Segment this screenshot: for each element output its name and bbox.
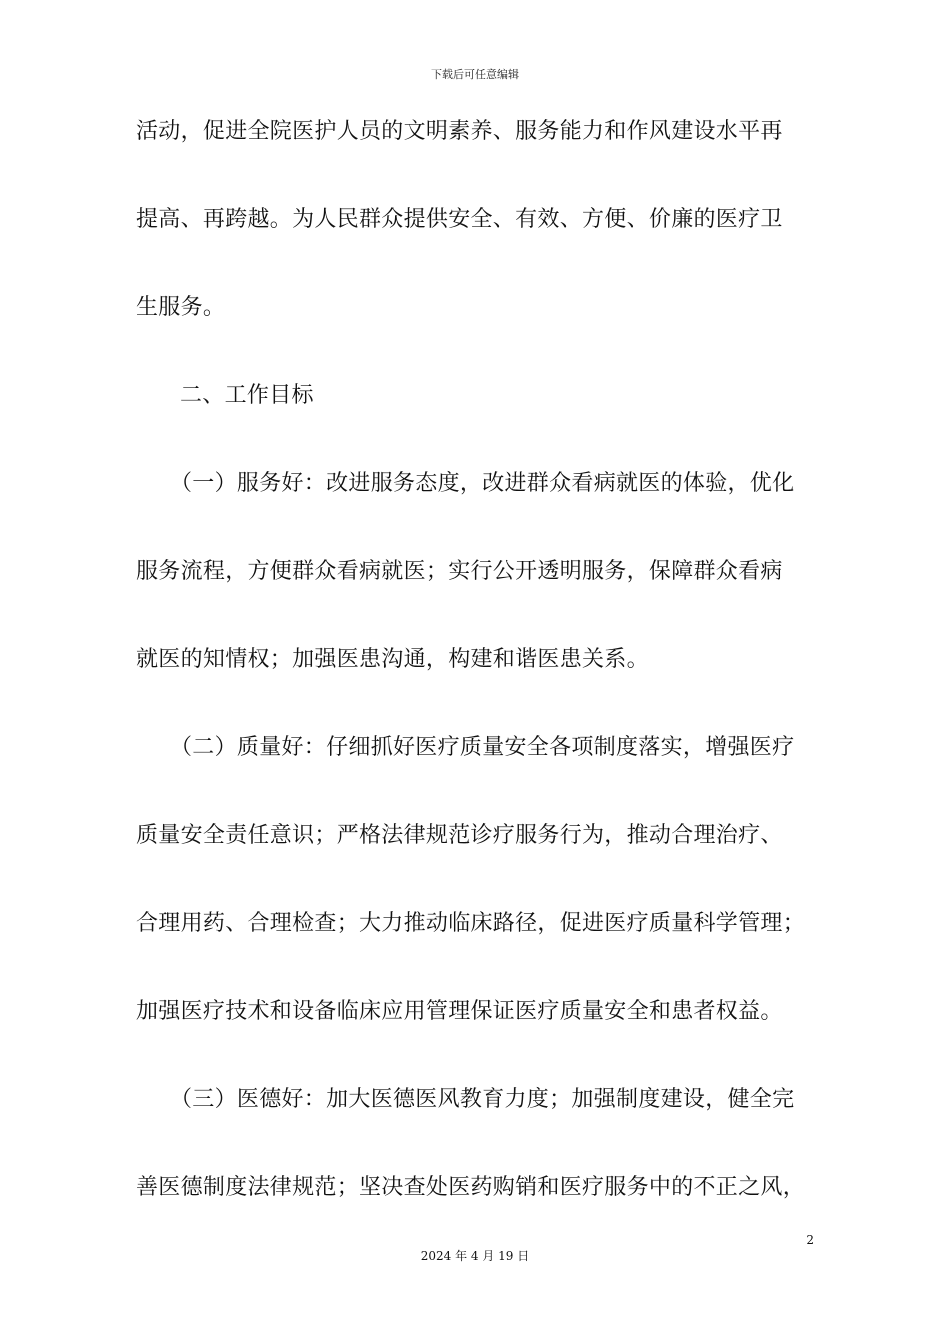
- page-number: 2: [806, 1233, 814, 1247]
- body-line: 加强医疗技术和设备临床应用管理保证医疗质量安全和患者权益。: [136, 999, 783, 1024]
- page-header: 下载后可任意编辑: [431, 68, 519, 81]
- body-line: 善医德制度法律规范；坚决查处医药购销和医疗服务中的不正之风，: [136, 1175, 806, 1200]
- body-line: 就医的知情权；加强医患沟通，构建和谐医患关系。: [136, 647, 649, 672]
- document-body: [136, 112, 816, 1256]
- body-line: 质量安全责任意识；严格法律规范诊疗服务行为，推动合理治疗、: [136, 823, 783, 848]
- body-line: 服务流程，方便群众看病就医；实行公开透明服务，保障群众看病: [136, 559, 783, 584]
- paragraph-start-line: （二）质量好：仔细抓好医疗质量安全各项制度落实，增强医疗: [170, 735, 795, 760]
- paragraph-start-line: （三）医德好：加大医德医风教育力度；加强制度建设，健全完: [170, 1087, 795, 1112]
- paragraph-start-line: （一）服务好：改进服务态度，改进群众看病就医的体验，优化: [170, 471, 795, 496]
- footer-date: 2024 年 4 月 19 日: [420, 1249, 530, 1263]
- body-line: 合理用药、合理检查；大力推动临床路径，促进医疗质量科学管理；: [136, 911, 806, 936]
- body-line: 提高、再跨越。为人民群众提供安全、有效、方便、价廉的医疗卫: [136, 207, 783, 232]
- body-line: 生服务。: [136, 295, 226, 320]
- body-line: 活动，促进全院医护人员的文明素养、服务能力和作风建设水平再: [136, 119, 783, 144]
- section-heading: 二、工作目标: [180, 383, 314, 408]
